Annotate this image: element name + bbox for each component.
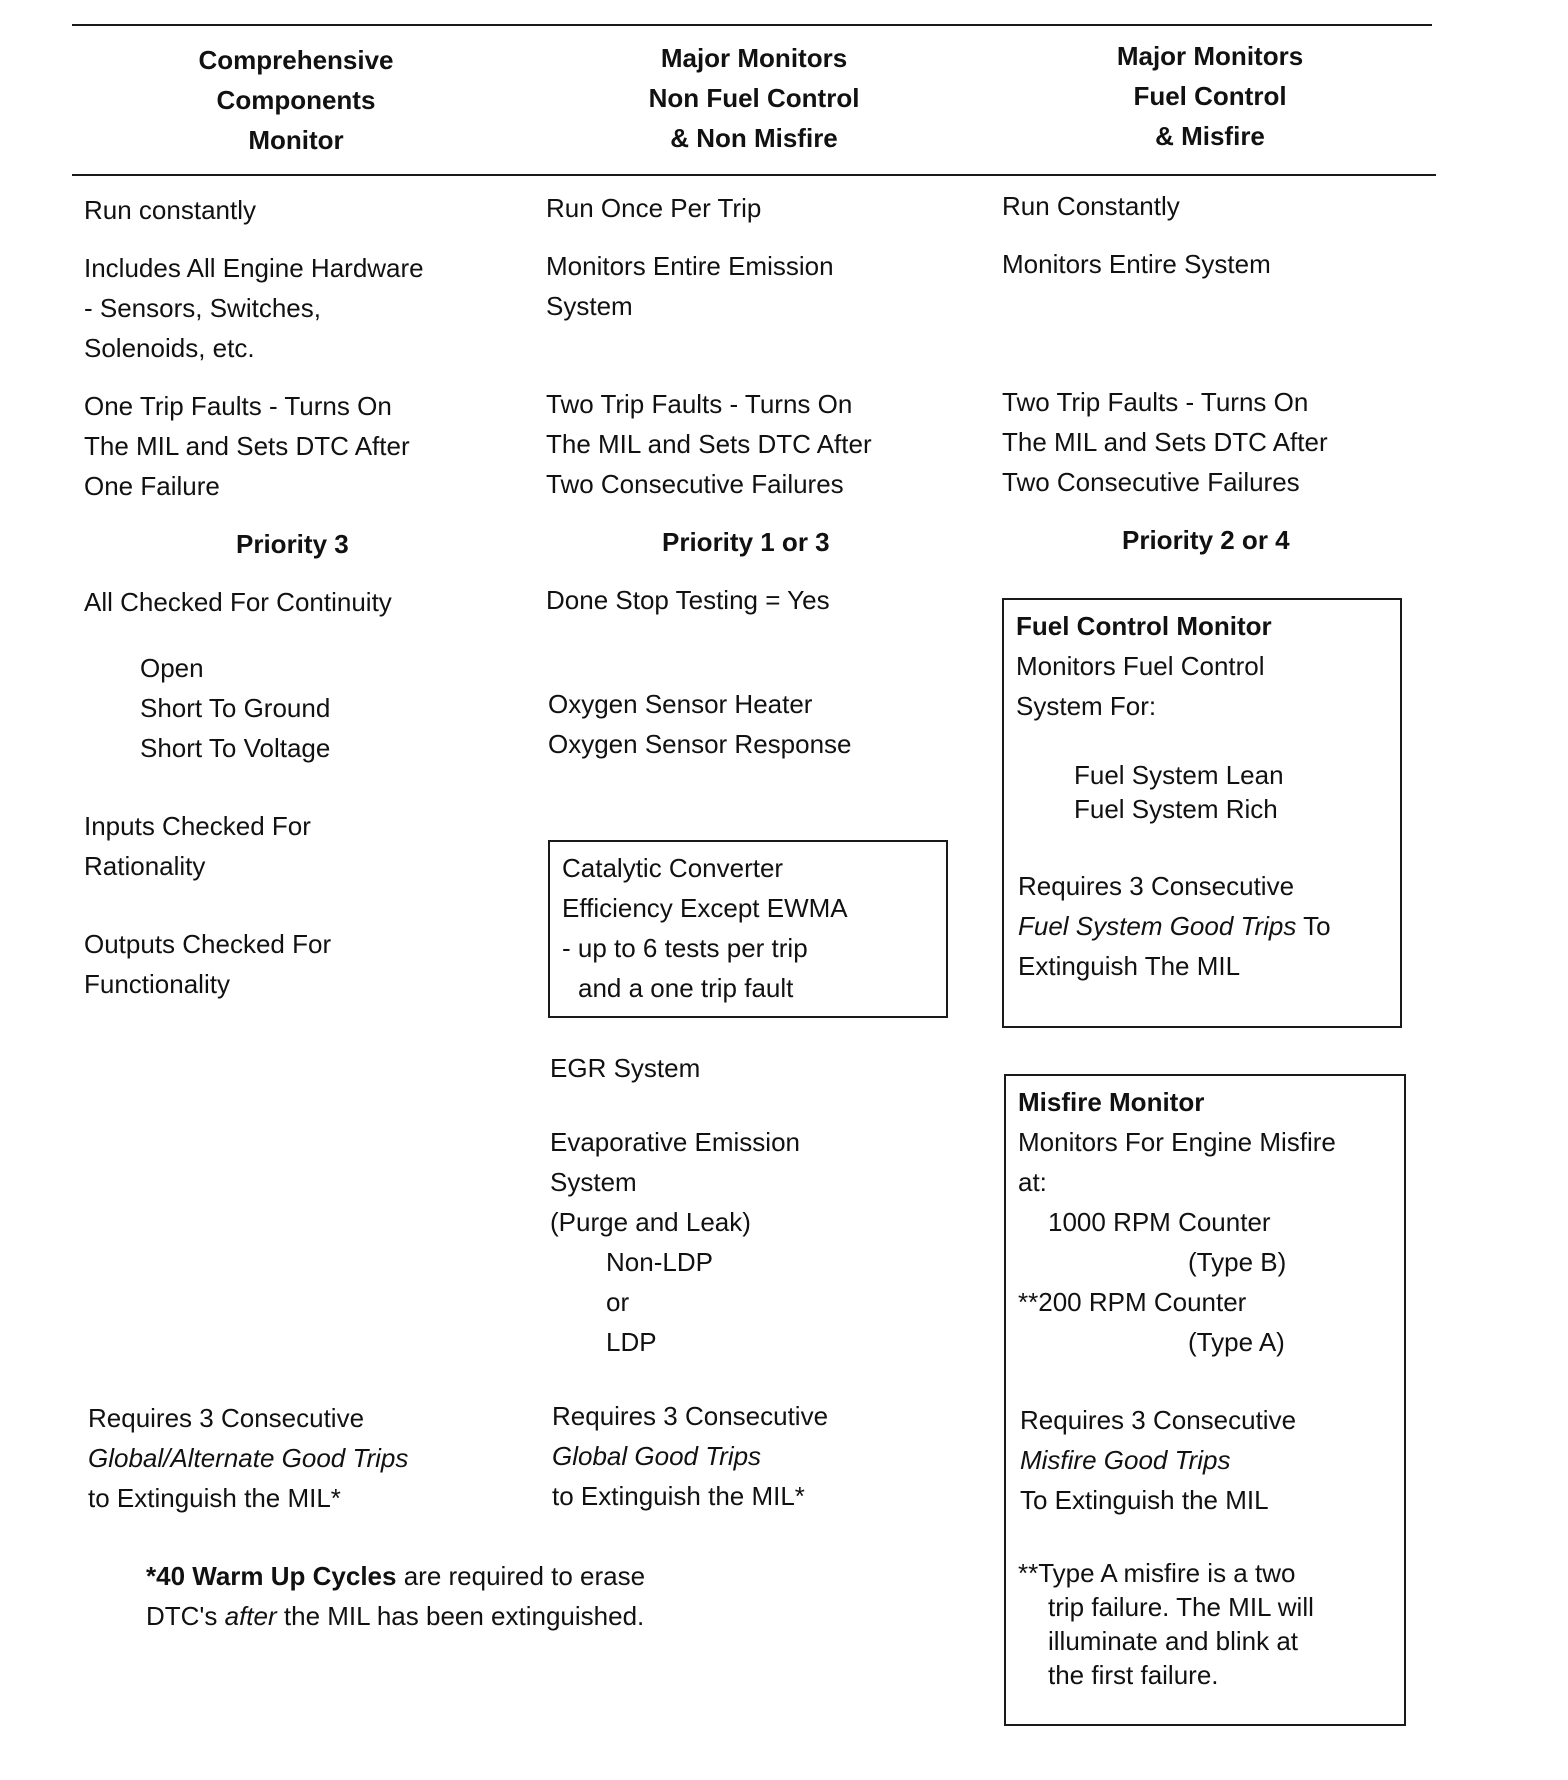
col2-requires-line2: Global Good Trips (552, 1441, 762, 1471)
misfire-box-lines (1018, 1122, 1336, 1202)
col1-faults-line1: One Trip Faults - Turns On (84, 391, 392, 421)
fuel-box-title: Fuel Control Monitor (1016, 611, 1272, 641)
col3-faults (1002, 382, 1328, 502)
col2-priority: Priority 1 or 3 (662, 527, 830, 557)
col2-faults-line2: The MIL and Sets DTC After (546, 429, 872, 459)
fuel-box-req2-italic: Fuel System Good Trips (1018, 911, 1297, 941)
header-col2-line1: Major Monitors (660, 43, 848, 73)
footnote (146, 1556, 645, 1636)
header-col3-line3: & Misfire (1155, 121, 1265, 151)
col2-requires (552, 1396, 828, 1516)
col1-requires-line2: Global/Alternate Good Trips (88, 1443, 409, 1473)
fuel-box-line1: Monitors Fuel Control (1016, 651, 1265, 681)
col1-priority: Priority 3 (236, 529, 349, 559)
col1-outputs (84, 924, 331, 1004)
col1-faults-line2: The MIL and Sets DTC After (84, 431, 410, 461)
col2-requires-line1: Requires 3 Consecutive (552, 1401, 829, 1431)
header-col3 (1000, 36, 1420, 156)
col1-continuity: All Checked For Continuity (84, 587, 392, 617)
header-col2 (544, 38, 964, 158)
col1-outputs-line1: Outputs Checked For (84, 929, 332, 959)
col1-includes-line1: Includes All Engine Hardware (84, 253, 424, 283)
top-rule (72, 24, 1432, 26)
header-col2-line3: & Non Misfire (670, 123, 838, 153)
col2-oxygen-response: Oxygen Sensor Response (548, 729, 852, 759)
catalytic-text (562, 848, 848, 1008)
col1-run: Run constantly (84, 195, 256, 225)
fuel-box-items (1074, 758, 1284, 826)
misfire-box-title: Misfire Monitor (1018, 1087, 1205, 1117)
col3-faults-line1: Two Trip Faults - Turns On (1002, 387, 1309, 417)
misfire-type2: (Type A) (1188, 1327, 1285, 1357)
col1-requires-line1: Requires 3 Consecutive (88, 1403, 365, 1433)
header-col1-line3: Monitor (248, 125, 344, 155)
footnote-line2a: DTC's (146, 1601, 225, 1631)
col3-faults-line2: The MIL and Sets DTC After (1002, 427, 1328, 457)
misfire-type1: (Type B) (1188, 1247, 1287, 1277)
col2-monitors-line1: Monitors Entire Emission (546, 251, 834, 281)
col2-monitors-line2: System (546, 291, 633, 321)
misfire-note-line2: trip failure. The MIL will (1048, 1592, 1314, 1622)
misfire-note (1018, 1556, 1314, 1692)
misfire-note-line3: illuminate and blink at (1048, 1626, 1299, 1656)
header-col1 (86, 40, 506, 160)
catalytic-line3: - up to 6 tests per trip (562, 933, 808, 963)
catalytic-line4: and a one trip fault (578, 973, 794, 1003)
col2-requires-line3: to Extinguish the MIL* (552, 1481, 805, 1511)
fuel-box-req2-tail: To (1296, 911, 1331, 941)
misfire-counter1: 1000 RPM Counter (1048, 1207, 1271, 1237)
fuel-box-req3: Extinguish The MIL (1018, 951, 1241, 981)
header-rule (72, 174, 1436, 176)
col2-oxygen (548, 684, 852, 764)
footnote-italic: after (224, 1601, 277, 1631)
header-col1-line2: Components (216, 85, 376, 115)
col1-includes (84, 248, 424, 368)
col1-inputs (84, 806, 311, 886)
col2-faults-line3: Two Consecutive Failures (546, 469, 844, 499)
footnote-bold: *40 Warm Up Cycles (146, 1561, 397, 1591)
col2-evap (550, 1122, 800, 1362)
col2-done: Done Stop Testing = Yes (546, 585, 830, 615)
col1-inputs-line1: Inputs Checked For (84, 811, 311, 841)
header-col3-line2: Fuel Control (1133, 81, 1287, 111)
col2-monitors (546, 246, 834, 326)
header-col1-line1: Comprehensive (198, 45, 394, 75)
fuel-box-req1: Requires 3 Consecutive (1018, 871, 1295, 901)
col1-faults (84, 386, 410, 506)
misfire-note-line4: the first failure. (1048, 1660, 1219, 1690)
fuel-control-box (1002, 598, 1402, 1028)
col1-outputs-line2: Functionality (84, 969, 230, 999)
misfire-box-line1: Monitors For Engine Misfire (1018, 1127, 1336, 1157)
fuel-box-lean: Fuel System Lean (1074, 760, 1284, 790)
misfire-requires (1020, 1400, 1296, 1520)
col1-requires-line3: to Extinguish the MIL* (88, 1483, 341, 1513)
col3-monitors: Monitors Entire System (1002, 249, 1271, 279)
col1-checks (140, 648, 330, 768)
col3-faults-line3: Two Consecutive Failures (1002, 467, 1300, 497)
col1-check-open: Open (140, 653, 204, 683)
col1-inputs-line2: Rationality (84, 851, 206, 881)
misfire-req3: To Extinguish the MIL (1020, 1485, 1269, 1515)
col2-evap-line3: (Purge and Leak) (550, 1207, 751, 1237)
col1-check-ground: Short To Ground (140, 693, 331, 723)
footnote-line2b: the MIL has been extinguished. (276, 1601, 645, 1631)
col2-faults (546, 384, 872, 504)
fuel-box-requires (1018, 866, 1331, 986)
col1-requires (88, 1398, 408, 1518)
col2-evap-line1: Evaporative Emission (550, 1127, 800, 1157)
footnote-line2 (146, 1596, 645, 1636)
misfire-req1: Requires 3 Consecutive (1020, 1405, 1297, 1435)
misfire-note-line1: **Type A misfire is a two (1018, 1558, 1296, 1588)
col1-faults-line3: One Failure (84, 471, 220, 501)
misfire-req2: Misfire Good Trips (1020, 1445, 1231, 1475)
header-col2-line2: Non Fuel Control (648, 83, 860, 113)
col1-check-voltage: Short To Voltage (140, 733, 331, 763)
misfire-box-line2: at: (1018, 1167, 1047, 1197)
footnote-rest1: are required to erase (396, 1561, 646, 1591)
col2-evap-or: or (606, 1287, 630, 1317)
col2-run: Run Once Per Trip (546, 193, 762, 223)
col2-faults-line1: Two Trip Faults - Turns On (546, 389, 853, 419)
col2-evap-nonldp: Non-LDP (606, 1247, 713, 1277)
col2-oxygen-heater: Oxygen Sensor Heater (548, 689, 813, 719)
col2-evap-ldp: LDP (606, 1327, 657, 1357)
col2-evap-line2: System (550, 1167, 637, 1197)
col1-includes-line2: - Sensors, Switches, (84, 293, 321, 323)
col1-includes-line3: Solenoids, etc. (84, 333, 255, 363)
catalytic-box (548, 840, 948, 1018)
col3-run: Run Constantly (1002, 191, 1180, 221)
fuel-box-lines (1016, 646, 1265, 726)
catalytic-line2: Efficiency Except EWMA (562, 893, 848, 923)
catalytic-line1: Catalytic Converter (562, 853, 784, 883)
col2-egr: EGR System (550, 1053, 701, 1083)
misfire-counter2: **200 RPM Counter (1018, 1287, 1247, 1317)
fuel-box-rich: Fuel System Rich (1074, 794, 1278, 824)
fuel-box-line2: System For: (1016, 691, 1157, 721)
header-col3-line1: Major Monitors (1116, 41, 1304, 71)
misfire-box (1004, 1074, 1406, 1726)
fuel-box-req2 (1018, 906, 1331, 946)
col3-priority: Priority 2 or 4 (1122, 525, 1290, 555)
footnote-line1 (146, 1556, 645, 1596)
